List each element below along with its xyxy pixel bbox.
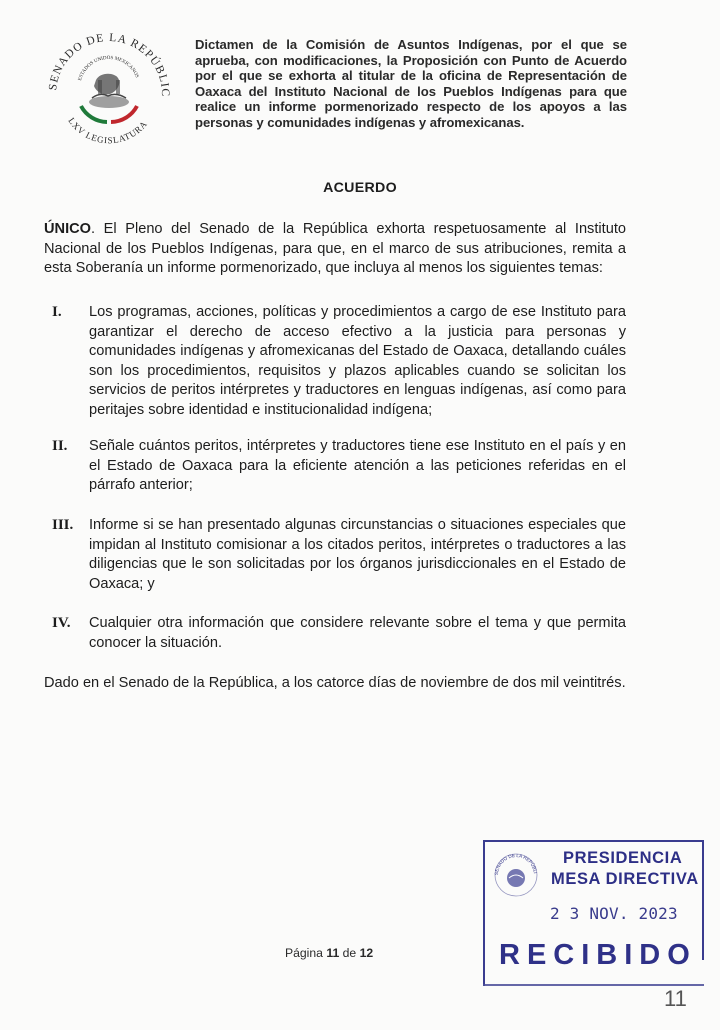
list-item — [52, 516, 626, 594]
section-title: ACUERDO — [323, 180, 397, 196]
stamp-border-right — [702, 840, 704, 960]
unico-text: . El Pleno del Senado de la República exhorta respetuosamente al Instituto Nacional de los Pueblos Indígenas, para que, en el marco de sus atribuciones, remita a esta Soberanía un informe pormenorizado, que incluya al menos los siguientes temas: — [44, 221, 626, 277]
item-number: II. — [52, 438, 68, 454]
unico-paragraph — [44, 220, 626, 279]
stamp-border-top — [483, 840, 704, 842]
stamp-mesa-directiva: MESA DIRECTIVA — [551, 870, 699, 888]
closing-paragraph: Dado en el Senado de la República, a los catorce días de noviembre de dos mil veintitrés. — [44, 675, 626, 691]
list-item — [52, 303, 626, 421]
senate-seal-logo — [34, 22, 184, 152]
stamp-presidencia: PRESIDENCIA — [563, 849, 683, 867]
dictamen-header: Dictamen de la Comisión de Asuntos Indígenas, por el que se aprueba, con modificaciones, la Proposición con Punto de Acuerdo por el que se exhorta al titular de la oficina de Representación de Oaxaca del Instituto Nacional de los Pueblos Indígenas para que realice un informe pormenorizado respecto de los apoyos a las personas y comunidades indígenas y afromexicanas. — [195, 37, 627, 130]
item-text: Los programas, acciones, políticas y procedimientos a cargo de ese Instituto para garantizar el derecho de acceso efectivo a la justicia para personas y comunidades indígenas y afromexicanas del Estado de Oaxaca, detallando cuáles son los procedimientos, requisitos y plazos aplicables cuando se solicitan los servicios de peritos intérpretes y traductores en lenguas indígenas, así como para peritajes sobre identidad e institucionalidad indígena; — [89, 304, 626, 418]
svg-text:ESTADOS UNIDOS MEXICANOS: ESTADOS UNIDOS MEXICANOS — [78, 55, 139, 82]
item-text: Señale cuántos peritos, intérpretes y traductores tiene ese Instituto en el país y en el Estado de Oaxaca para la eficiente atención a las peticiones referidas en el párrafo anterior; — [89, 438, 626, 494]
page-number-footer — [285, 946, 373, 960]
page-middle: de — [339, 946, 360, 960]
page-total: 12 — [359, 946, 374, 960]
item-number: III. — [52, 517, 74, 533]
svg-text:SENADO DE LA REPÚBLICA: SENADO DE LA REPÚBLIC — [47, 31, 172, 98]
list-item — [52, 437, 626, 496]
stamp-recibido: RECIBIDO — [499, 939, 697, 971]
received-stamp — [483, 840, 704, 986]
item-number: IV. — [52, 615, 71, 631]
corner-page-number: 11 — [664, 986, 687, 1011]
item-number: I. — [52, 304, 62, 320]
svg-text:SENADO DE LA REPÚBLICA: SENADO DE LA REPÚBLI — [493, 852, 538, 876]
stamp-border-left — [483, 840, 485, 986]
stamp-emblem-icon — [491, 848, 541, 898]
page-prefix: Página — [285, 946, 327, 960]
page-current: 11 — [326, 946, 340, 960]
item-text: Cualquier otra información que considere relevante sobre el tema y que permita conocer la situación. — [89, 615, 626, 651]
stamp-date: 2 3 NOV. 2023 — [550, 904, 678, 923]
unico-label: ÚNICO — [44, 221, 92, 237]
svg-text:LXV LEGISLATURA: LXV LEGISLATURA — [66, 115, 150, 146]
item-text: Informe si se han presentado algunas circunstancias o situaciones especiales que impidan al Instituto comisionar a los citados peritos, intérpretes o traductores a las diligencias que le son solicitadas por los órganos jurisdiccionales en el Estado de Oaxaca; y — [89, 517, 626, 592]
list-item — [52, 614, 626, 653]
